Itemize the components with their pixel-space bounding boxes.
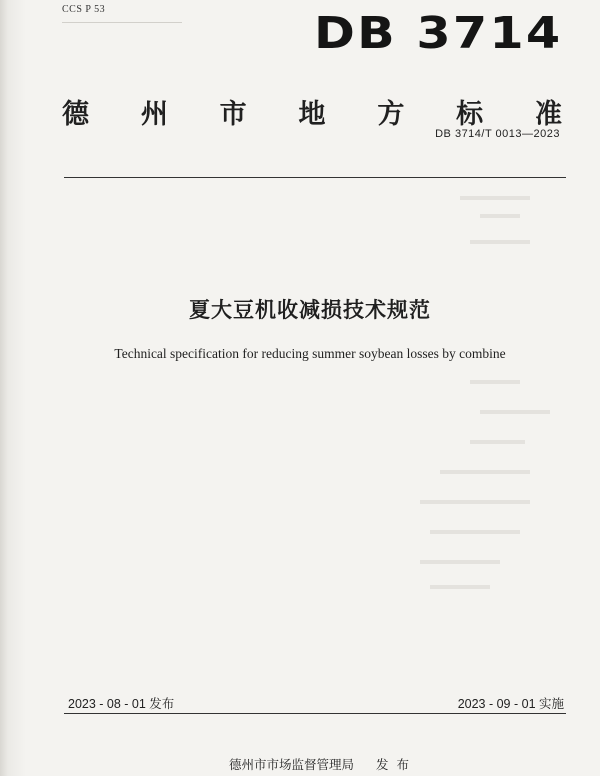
- show-through-mark: [420, 560, 500, 564]
- ccs-underline-faint: [62, 22, 182, 30]
- document-title-en: Technical specification for reducing summer soybean losses by combine: [114, 346, 506, 361]
- bottom-divider: [64, 713, 566, 714]
- issuing-authority: 德州市市场监督管理局: [229, 757, 355, 772]
- standard-title-char: 地: [298, 99, 326, 130]
- standard-title-char: 德: [62, 99, 89, 130]
- show-through-mark: [480, 410, 550, 414]
- publish-date: 2023 - 08 - 01 发布: [68, 697, 175, 711]
- show-through-mark: [430, 530, 520, 534]
- standard-title-char: 方: [377, 99, 405, 130]
- db-code-logo: DB 3714: [314, 8, 563, 59]
- issue-label: 发布: [376, 757, 418, 772]
- show-through-mark: [470, 380, 520, 384]
- standard-number: DB 3714/T 0013—2023: [435, 128, 560, 140]
- implement-date: 2023 - 09 - 01 实施: [457, 697, 564, 711]
- show-through-mark: [420, 500, 530, 504]
- top-divider: [64, 177, 566, 178]
- show-through-mark: [430, 585, 490, 589]
- show-through-mark: [470, 240, 530, 244]
- document-title-cn: 夏大豆机收减损技术规范: [189, 298, 431, 322]
- ccs-code: CCS P 53: [62, 4, 106, 15]
- show-through-mark: [440, 470, 530, 474]
- show-through-mark: [480, 214, 520, 218]
- show-through-mark: [470, 440, 525, 444]
- standard-title-char: 标: [456, 99, 484, 130]
- standard-title-char: 州: [140, 99, 168, 130]
- show-through-mark: [460, 196, 530, 200]
- standard-title-char: 市: [219, 99, 247, 130]
- standard-title: [62, 92, 562, 131]
- standard-title-char: 准: [534, 99, 562, 130]
